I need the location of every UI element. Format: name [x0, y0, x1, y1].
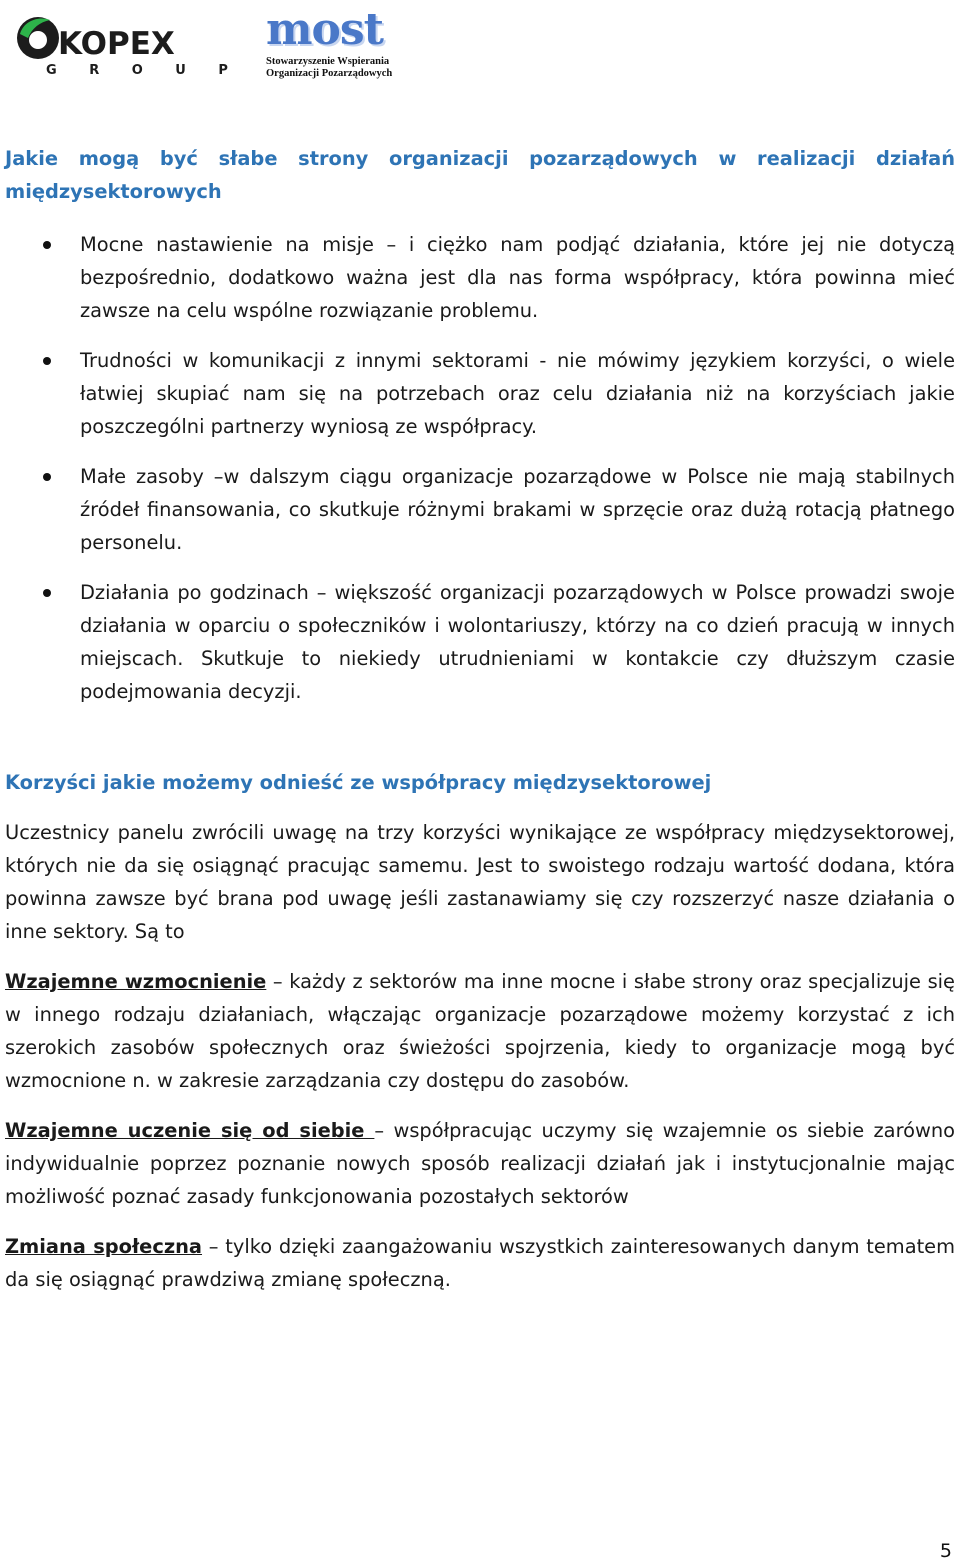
benefit-paragraph	[5, 1230, 955, 1296]
weaknesses-list	[5, 228, 955, 708]
most-subtitle	[266, 56, 392, 80]
kopex-wordmark: KOPEX	[58, 26, 175, 62]
list-item-text: Mocne nastawienie na misje – i ciężko nam podjąć działania, które jej nie dotyczą bezpośrednio, dodatkowo ważna jest dla nas forma współpracy, która powinna mieć zawsze na celu wspólne rozwiązanie problemu.	[80, 233, 955, 322]
benefit-term: Wzajemne uczenie się od siebie	[5, 1119, 375, 1142]
list-item-text: Działania po godzinach – większość organizacji pozarządowych w Polsce prowadzi swoje działania w oparciu o społeczników i wolontariuszy, którzy na co dzień pracują w innych miejscach. Skutkuje to niekiedy utrudnieniami w kontakcie czy dłuższym czasie podejmowania decyzji.	[80, 581, 955, 703]
list-item	[5, 576, 955, 708]
list-item	[5, 344, 955, 443]
list-item	[5, 228, 955, 327]
section2-heading: Korzyści jakie możemy odnieść ze współpracy międzysektorowej	[5, 771, 712, 794]
section2-intro: Uczestnicy panelu zwrócili uwagę na trzy korzyści wynikające ze współpracy międzysektorowej, których nie da się osiągnąć pracując samemu. Jest to swoistego rodzaju wartość dodana, która powinna zawsze być brana pod uwagę jeśli zastanawiamy się czy rozszerzyć nasze działania o inne sektory. Są to	[5, 821, 955, 943]
bullet-icon	[43, 473, 51, 481]
most-subtitle-line1: Stowarzyszenie Wspierania	[266, 56, 390, 67]
benefit-term: Wzajemne wzmocnienie	[5, 970, 267, 993]
bullet-icon	[43, 357, 51, 365]
benefit-text: – tylko dzięki zaangażowaniu wszystkich zainteresowanych danym tematem da się osiągnąć prawdziwą zmianę społeczną.	[5, 1235, 955, 1291]
section1-heading-continued: międzysektorowych	[5, 180, 222, 203]
page-header	[0, 0, 960, 90]
most-subtitle-line2: Organizacji Pozarządowych	[266, 68, 393, 79]
bullet-icon	[43, 241, 51, 249]
kopex-group-logo	[10, 8, 242, 80]
list-item	[5, 460, 955, 559]
benefit-text: – współpracując uczymy się wzajemnie os siebie zarówno indywidualnie poprzez poznanie nowych sposób realizacji działań jak i instytucjonalnie mając możliwość poznać zasady funkcjonowania pozostałych sektorów	[5, 1119, 955, 1208]
benefit-paragraph	[5, 965, 955, 1097]
kopex-group-word: G R O U P	[46, 63, 242, 78]
page-number: 5	[939, 1540, 952, 1562]
most-logo	[262, 4, 394, 84]
list-item-text: Małe zasoby –w dalszym ciągu organizacje pozarządowe w Polsce nie mają stabilnych źródeł finansowania, co skutkuje różnymi brakami w sprzęcie oraz dużą rotacją płatnego personelu.	[80, 465, 955, 554]
bullet-icon	[43, 589, 51, 597]
section1-heading: Jakie mogą być słabe strony organizacji pozarządowych w realizacji działań	[5, 147, 955, 170]
benefit-term: Zmiana społeczna	[5, 1235, 203, 1258]
benefit-paragraph	[5, 1114, 955, 1213]
most-wordmark: most	[266, 4, 383, 55]
list-item-text: Trudności w komunikacji z innymi sektorami - nie mówimy językiem korzyści, o wiele łatwiej skupiać nam się na potrzebach oraz celu działania niż na korzyściach jakie poszczególni partnerzy wyniosą ze współpracy.	[80, 349, 955, 438]
benefit-text: – każdy z sektorów ma inne mocne i słabe strony oraz specjalizuje się w innego rodzaju działaniach, włączając organizacje pozarządowe możemy korzystać z ich szerokich zasobów społecznych oraz świeżości spojrzenia, kiedy to organizacje mogą być wzmocnione n. w zakresie zarządzania czy dostępu do zasobów.	[5, 970, 955, 1092]
document-body	[5, 142, 955, 1296]
